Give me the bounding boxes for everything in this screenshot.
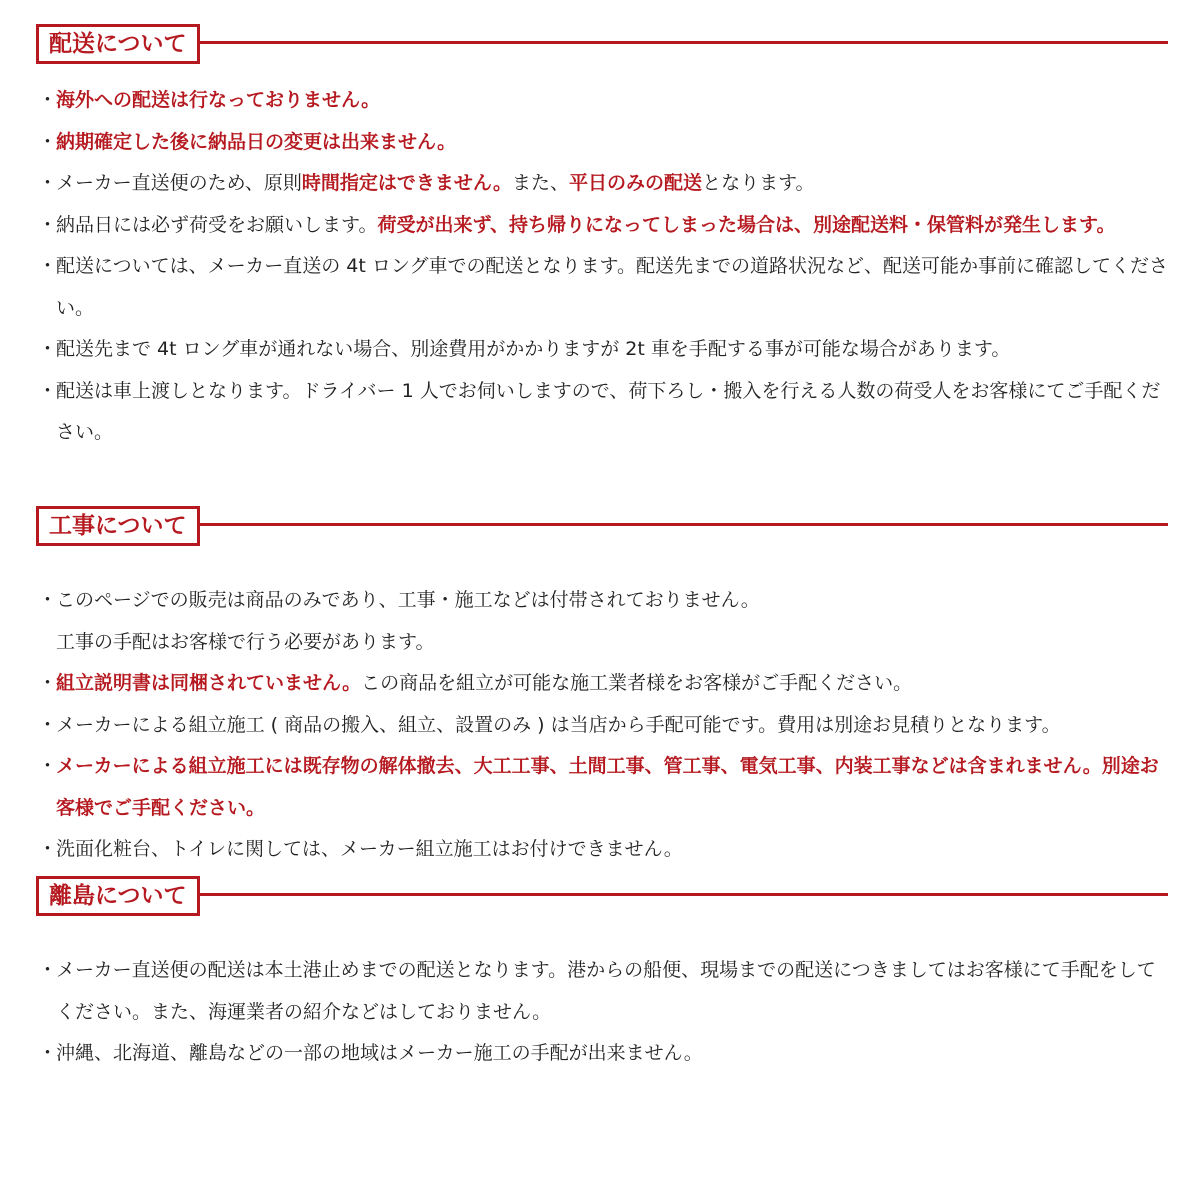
notice-text-emphasis: 平日のみの配送: [569, 172, 703, 194]
notice-list: [36, 580, 1168, 871]
section-divider-line: [196, 523, 1168, 526]
notice-item: [36, 80, 1168, 122]
bullet-mark: ・: [38, 338, 58, 360]
bullet-mark: ・: [38, 89, 58, 111]
notice-text: 配送先まで 4t ロング車が通れない場合、別途費用がかかりますが 2t 車を手配する事が可能な場合があります。: [56, 338, 1011, 360]
notice-item: [36, 580, 1168, 622]
notice-text: となります。: [702, 172, 815, 194]
notice-text: 納品日には必ず荷受をお願いします。: [56, 213, 378, 236]
bullet-mark: ・: [38, 672, 58, 694]
notice-text: また、: [512, 172, 570, 194]
notice-item: [36, 1033, 1168, 1075]
notice-text: 配送については、メーカー直送の 4t ロング車での配送となります。配送先までの道路状況など、配送可能か事前に確認してください。: [56, 255, 1168, 319]
bullet-mark: ・: [38, 589, 58, 611]
notice-text-emphasis: メーカーによる組立施工には既存物の解体撤去、大工工事、土間工事、管工事、電気工事、内装工事などは含まれません。別途お客様でご手配ください。: [56, 755, 1159, 819]
notice-text-emphasis: 海外への配送は行なっておりません。: [56, 89, 381, 111]
notice-text: メーカーによる組立施工 ( 商品の搬入、組立、設置のみ ) は当店から手配可能です。費用は別途お見積りとなります。: [56, 713, 1061, 736]
notice-text: 工事の手配はお客様で行う必要があります。: [56, 630, 435, 653]
notice-text: 洗面化粧台、トイレに関しては、メーカー組立施工はお付けできません。: [56, 838, 683, 860]
section-construction: [36, 506, 1168, 871]
section-delivery: [36, 24, 1168, 454]
section-divider-line: [196, 41, 1168, 44]
notice-item: [36, 829, 1168, 871]
notice-text: このページでの販売は商品のみであり、工事・施工などは付帯されておりません。: [56, 589, 760, 611]
notice-item: [36, 622, 1168, 664]
section-header: [36, 876, 1168, 920]
notice-list: [36, 80, 1168, 454]
bullet-mark: ・: [38, 713, 58, 736]
bullet-mark: ・: [38, 172, 58, 194]
section-divider-line: [196, 893, 1168, 896]
notice-text: この商品を組立が可能な施工業者様をお客様がご手配ください。: [361, 672, 913, 694]
notice-item: [36, 705, 1168, 747]
section-header: [36, 24, 1168, 68]
notice-text: メーカー直送便の配送は本土港止めまでの配送となります。港からの船便、現場までの配送につきましてはお客様にて手配をしてください。また、海運業者の紹介などはしておりません。: [56, 959, 1156, 1023]
bullet-mark: ・: [38, 838, 58, 860]
bullet-mark: ・: [38, 1042, 58, 1064]
notice-item: [36, 663, 1168, 705]
bullet-mark: ・: [38, 755, 58, 777]
section-title: 工事について: [36, 506, 200, 546]
notice-item: [36, 122, 1168, 164]
section-header: [36, 506, 1168, 550]
bullet-mark: ・: [38, 255, 58, 277]
notice-text: 配送は車上渡しとなります。ドライバー 1 人でお伺いしますので、荷下ろし・搬入を行える人数の荷受人をお客様にてご手配ください。: [56, 379, 1161, 443]
notice-item: [36, 746, 1168, 829]
notice-text-emphasis: 時間指定はできません。: [301, 172, 513, 194]
notice-item: [36, 950, 1168, 1033]
notice-text: メーカー直送便のため、原則: [56, 172, 302, 194]
notice-item: [36, 163, 1168, 205]
notice-item: [36, 246, 1168, 329]
section-title: 離島について: [36, 876, 200, 916]
notice-text-emphasis: 納期確定した後に納品日の変更は出来ません。: [56, 130, 457, 153]
notice-text-emphasis: 組立説明書は同梱されていません。: [56, 672, 362, 694]
section-island: [36, 876, 1168, 1075]
notice-text-emphasis: 荷受が出来ず、持ち帰りになってしまった場合は、別途配送料・保管料が発生します。: [377, 213, 1116, 236]
notice-item: [36, 205, 1168, 247]
notice-text: 沖縄、北海道、離島などの一部の地域はメーカー施工の手配が出来ません。: [56, 1042, 703, 1064]
section-title: 配送について: [36, 24, 200, 64]
bullet-mark: ・: [38, 130, 58, 153]
bullet-mark: ・: [38, 379, 58, 402]
notice-item: [36, 329, 1168, 371]
bullet-mark: ・: [38, 959, 58, 981]
notice-item: [36, 371, 1168, 454]
bullet-mark: ・: [38, 213, 58, 236]
notice-list: [36, 950, 1168, 1075]
